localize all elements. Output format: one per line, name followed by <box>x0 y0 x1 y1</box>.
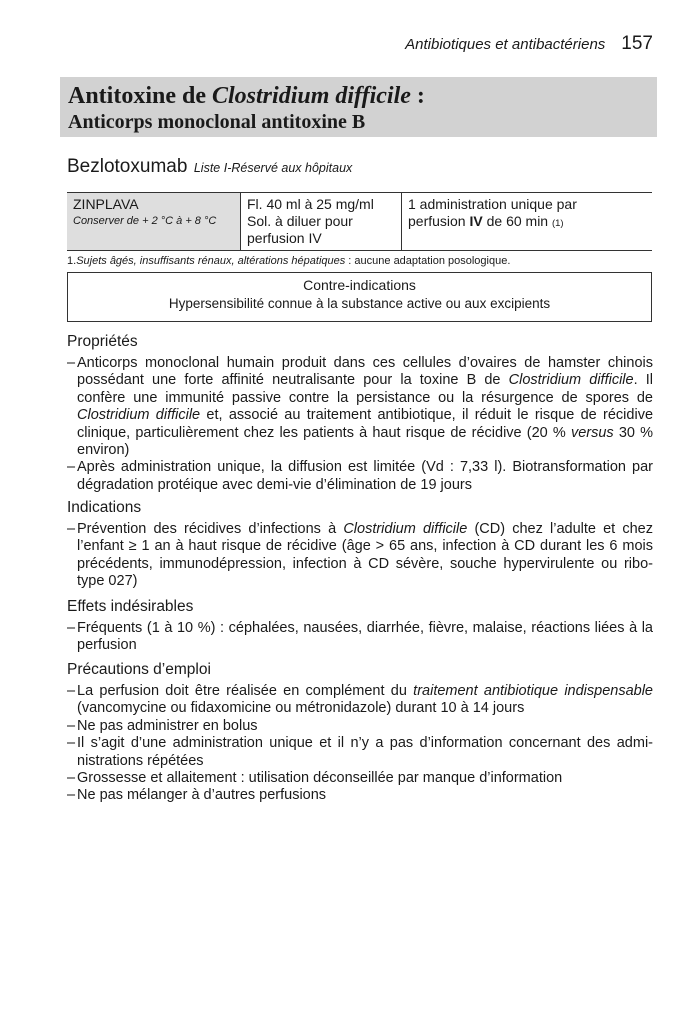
list-indications <box>67 521 653 591</box>
footnote <box>67 255 510 267</box>
footnote-number: 1. <box>67 255 77 267</box>
admin-text: de 60 min <box>482 213 552 229</box>
specialty-cell <box>67 193 241 251</box>
list-item: – Fréquents (1 à 10 %) : céphalées, nausées, diarrhée, fièvre, malaise, réactions liées à la perfusion <box>67 620 653 655</box>
specialty-name: ZINPLAVA <box>73 196 139 212</box>
drug-dci: Bezlotoxumab <box>67 156 188 177</box>
list-precautions <box>67 683 653 805</box>
drug-heading <box>67 156 352 178</box>
list-item: – Grossesse et allaitement : utilisation déconseillée par manque d’information <box>67 770 653 787</box>
heading-effets: Effets indésirables <box>67 598 194 615</box>
section-title-box <box>60 77 657 137</box>
chapter-title: Antibiotiques et antibactériens <box>405 36 606 53</box>
list-item: – Prévention des récidives d’infections à Clostridium difficile (CD) chez l’adulte et chez l’enfant ≥ 1 an à haut risque de récidive (âge > 65 ans, infection à CD durant les 6 mois précédents, immunodépression, infection à CD sévère, souche hypervirulente ou ribo-type 027) <box>67 521 653 591</box>
form-line: Fl. 40 ml à 25 mg/ml <box>247 196 374 212</box>
list-item: – Anticorps monoclonal humain produit dans ces cellules d’ovaires de hamster chinois possédant une forte affinité neutralisante pour la toxine B de Clostridium difficile. Il confère une immunité passive contre la persistance ou la résurgence de spores de Clostridium difficile et, associé au traitement antibiotique, il réduit le risque de récidive clinique, particulièrement chez les patients à haut risque de récidive (20 % versus 30 % environ) <box>67 355 653 459</box>
admin-text: perfusion <box>408 213 470 229</box>
list-effets <box>67 620 653 655</box>
contre-indications-title: Contre-indications <box>303 277 416 293</box>
list-proprietes <box>67 355 653 494</box>
form-line: Sol. à diluer pour <box>247 213 353 229</box>
footnote-italic: Sujets âgés, insuffisants rénaux, altérations hépatiques <box>76 255 346 267</box>
footnote-ref: (1) <box>551 218 564 229</box>
list-item: – Il s’agit d’une administration unique et il n’y a pas d’information concernant des admi-nistrations répétées <box>67 735 653 770</box>
admin-line <box>408 213 646 232</box>
administration-cell <box>402 193 653 251</box>
list-item: – La perfusion doit être réalisée en complément du traitement antibiotique indispensable (vancomycine ou fidaxomicine ou métronidazole) durant 10 à 14 jours <box>67 683 653 718</box>
list-item: – Ne pas mélanger à d’autres perfusions <box>67 787 653 804</box>
section-title <box>68 83 649 110</box>
section-title-suffix: : <box>410 83 425 109</box>
section-title-organism: Clostridium difficile <box>212 83 411 109</box>
footnote-text: : aucune adaptation posologique. <box>345 255 511 267</box>
contre-indications-box <box>67 272 652 322</box>
storage-condition: Conserver de + 2 °C à + 8 °C <box>73 215 217 227</box>
page-number: 157 <box>621 33 653 54</box>
section-title-prefix: Antitoxine de <box>68 83 212 109</box>
section-subtitle: Anticorps monoclonal antitoxine B <box>68 111 366 133</box>
list-item: – Ne pas administrer en bolus <box>67 718 653 735</box>
form-cell <box>241 193 402 251</box>
running-header <box>300 33 653 55</box>
form-line: perfusion IV <box>247 230 322 246</box>
admin-line: 1 administration unique par <box>408 196 577 212</box>
heading-indications: Indications <box>67 499 142 516</box>
drug-liste: Liste I-Réservé aux hôpitaux <box>193 161 353 175</box>
heading-proprietes: Propriétés <box>67 333 138 350</box>
admin-route: IV <box>469 213 483 229</box>
table-row <box>67 193 652 251</box>
heading-precautions: Précautions d’emploi <box>67 661 211 678</box>
presentation-table <box>67 192 652 251</box>
list-item: – Après administration unique, la diffusion est limitée (Vd : 7,33 l). Biotransformation par dégradation protéique avec demi-vie d’élimination de 19 jours <box>67 459 653 494</box>
contre-indications-text: Hypersensibilité connue à la substance active ou aux excipients <box>168 296 551 311</box>
